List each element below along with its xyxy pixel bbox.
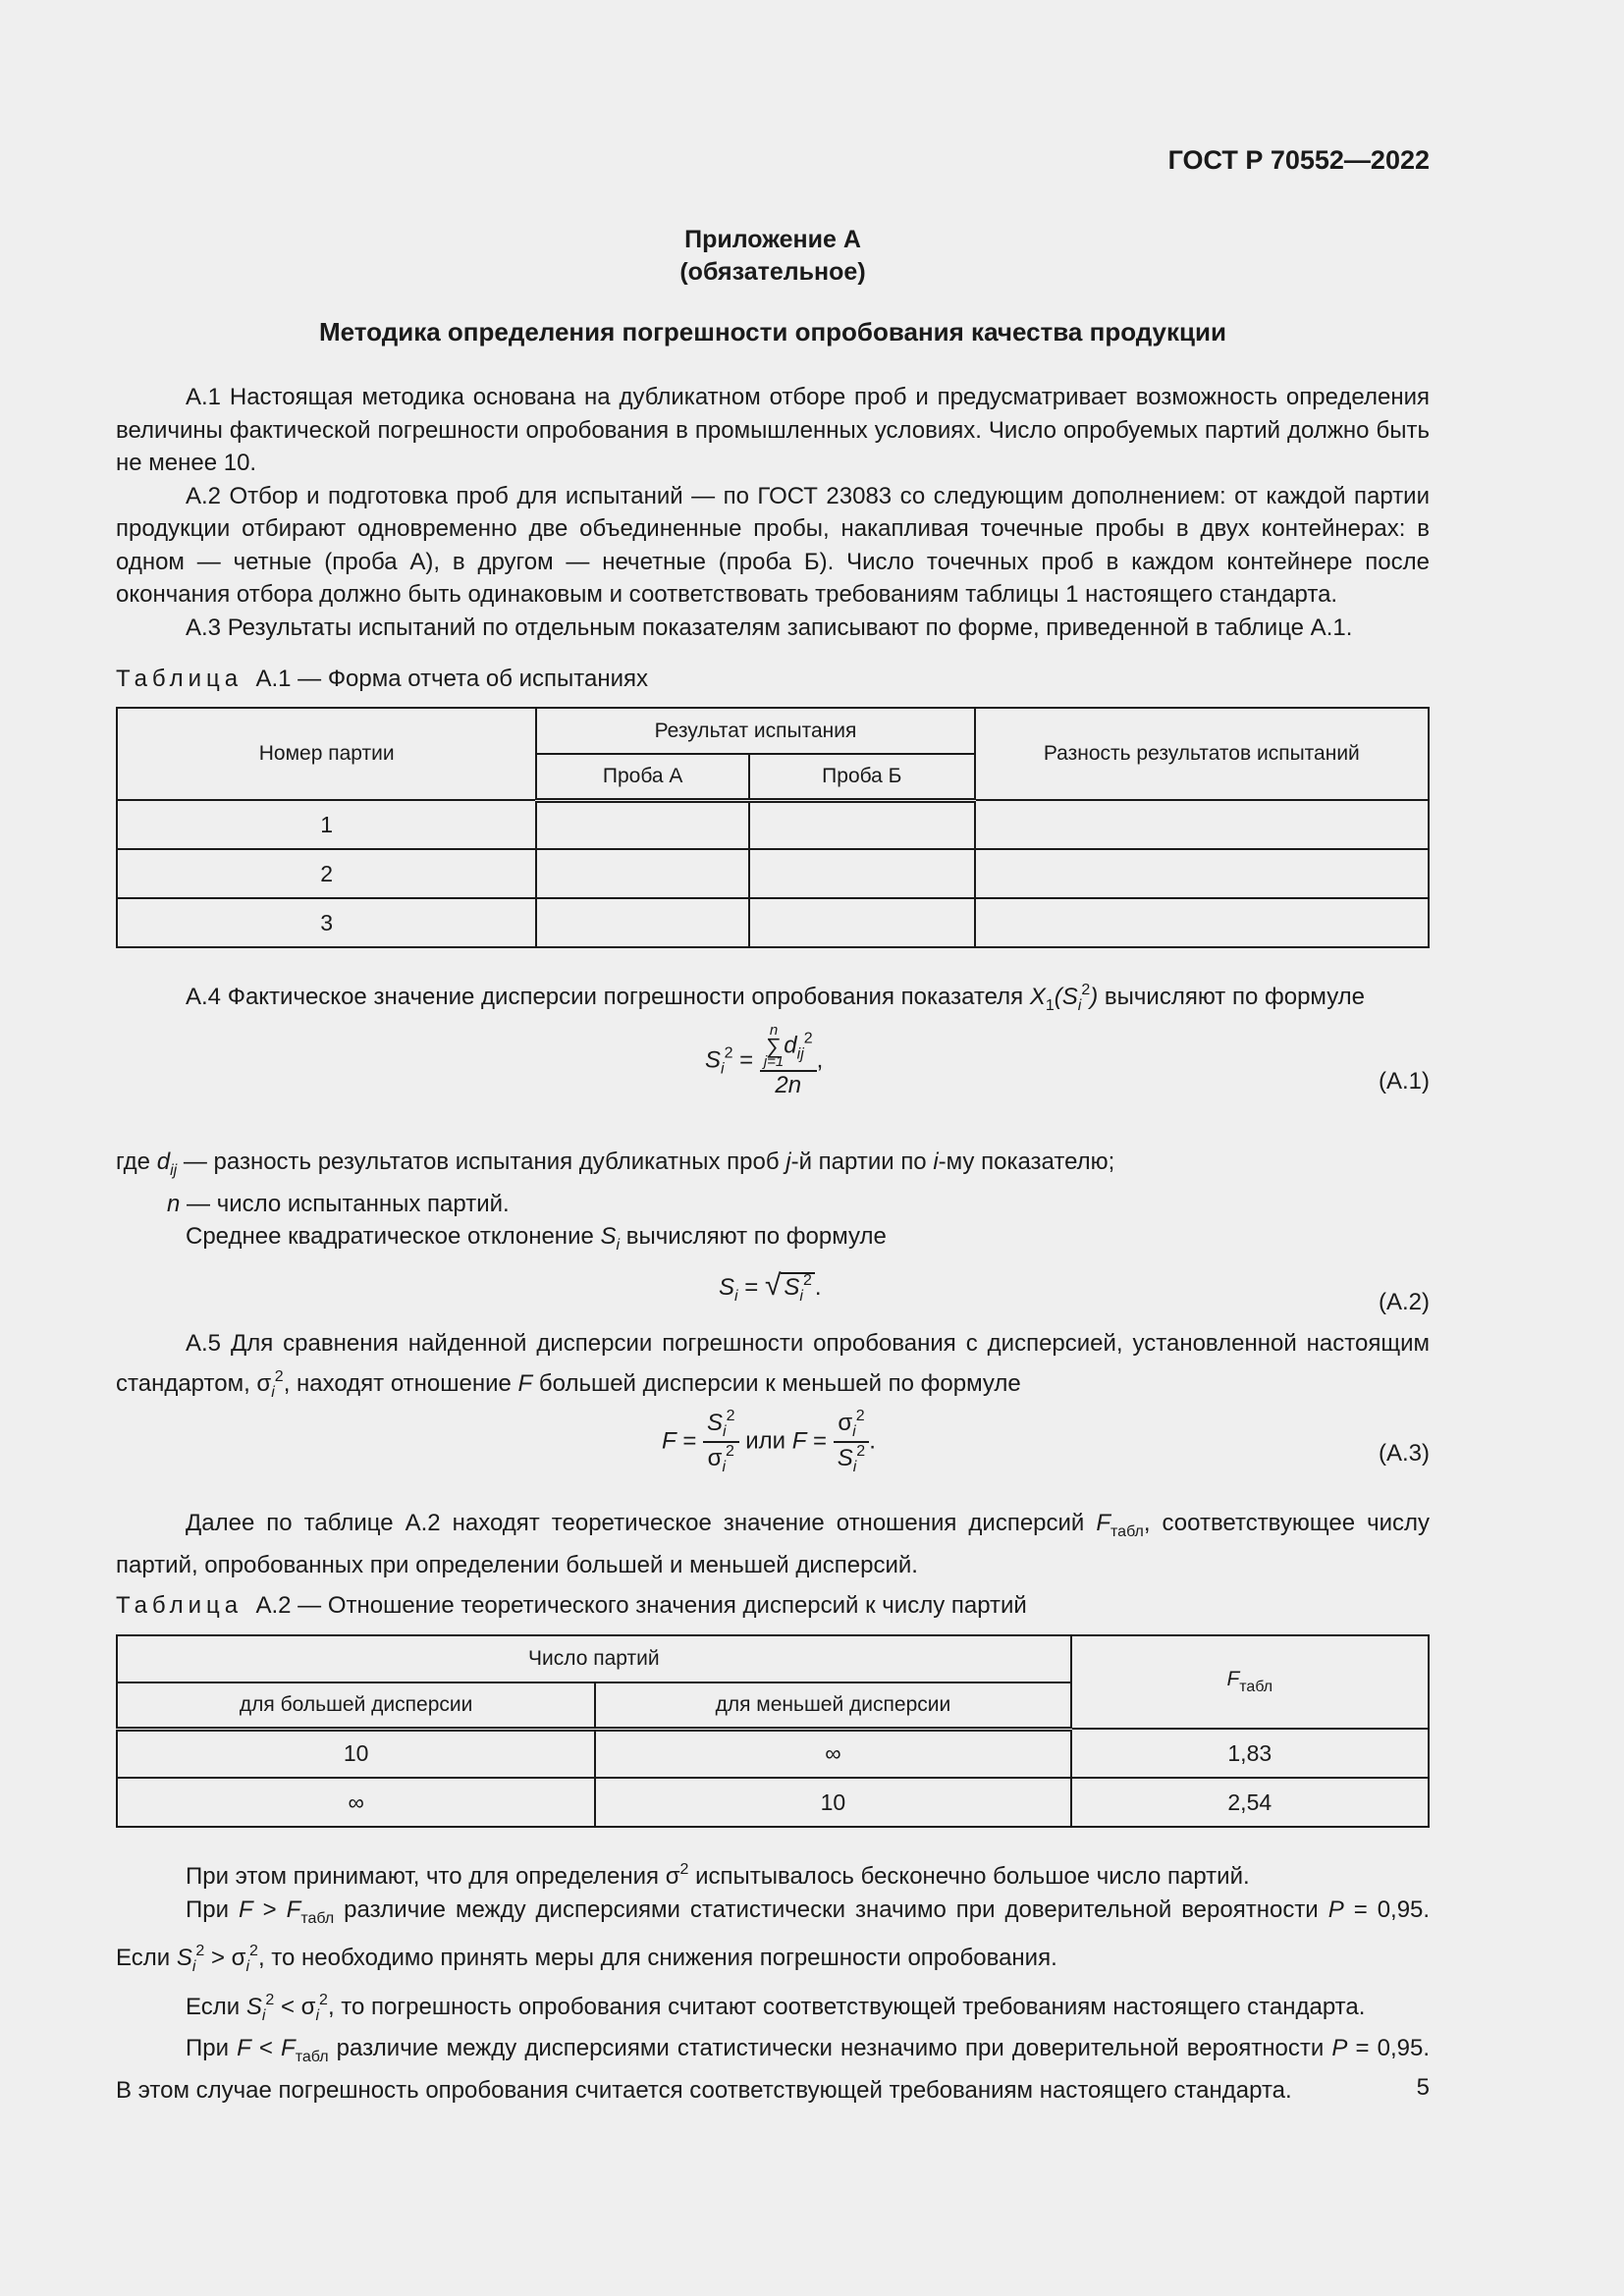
table2-header-f: $F_{табл}$	[1071, 1635, 1429, 1729]
table1-caption-prefix: Таблица	[116, 666, 244, 692]
table2	[116, 1634, 1430, 1828]
a4-sub-i: i	[1077, 997, 1082, 1014]
table-row: 10 ∞ 1,83	[117, 1729, 1429, 1778]
f1-eq: =	[739, 1046, 754, 1074]
table1-header-result: Результат испытания	[536, 708, 974, 754]
f1-sum-bottom: j=1	[763, 1053, 785, 1070]
annex-title: Приложение А	[684, 226, 861, 253]
f1-term-sup: 2	[803, 1030, 813, 1047]
table1-header-sample-b: Проба Б	[749, 754, 975, 800]
table1-header-sample-a: Проба А	[536, 754, 749, 800]
f1-den: 2n	[775, 1072, 802, 1098]
closing-paragraphs	[116, 1853, 1430, 2107]
a4-symbol-x: X	[1029, 984, 1046, 1010]
f3-fraction-1: $\frac{S_i^2}{\sigma_i^2}$	[703, 1408, 738, 1476]
a4-open-paren: (	[1054, 984, 1062, 1010]
f2-radicand: $S_i^2$	[781, 1272, 814, 1301]
f1-sum-sign: ∑	[766, 1034, 782, 1058]
table1-row-batch: 1	[117, 800, 536, 849]
f1-term-sub: ij	[796, 1045, 804, 1063]
where-block	[116, 1146, 1430, 1262]
annex-status: (обязательное)	[679, 258, 866, 286]
document-code: ГОСТ Р 70552—2022	[1167, 145, 1430, 175]
table1-caption	[116, 666, 648, 693]
a4-sup-2: 2	[1081, 982, 1091, 998]
f1-fraction	[760, 1023, 817, 1099]
paragraph-further: Далее по таблице А.2 находят теоретическое значение отношения дисперсий $F_{табл}$, соответствующее числу партий, опробованных при определении большей и меньшей дисперсий.	[116, 1510, 1430, 1578]
table2-caption-text: А.2 — Отношение теоретического значения дисперсий к числу партий	[255, 1592, 1027, 1619]
f1-sum-top: n	[769, 1022, 779, 1039]
formula-a3: F = $\frac{S_i^2}{\sigma_i^2}$ или F = $\frac{\sigma_i^2}{S_i^2}$ .	[662, 1408, 876, 1475]
table1-header-batch: Номер партии	[117, 708, 536, 800]
table2-caption	[116, 1592, 1027, 1620]
formula-a2-number: (А.2)	[1378, 1289, 1430, 1315]
intro-paragraphs	[116, 381, 1430, 644]
closing-p4: При $F < F_{табл}$ различие между дисперсиями статистически незначимо при доверительной вероятности P = 0,95. В этом случае погрешность опробования считается соответствующей требованиям настоящего стандарта.	[116, 2035, 1431, 2104]
table2-caption-prefix: Таблица	[116, 1592, 244, 1619]
closing-p3: Если $S_i^2 < \sigma_i^2$, то погрешность опробования считают соответствующей требованиям настоящего стандарта.	[186, 1991, 1366, 2024]
paragraph-a2: А.2 Отбор и подготовка проб для испытаний — по ГОСТ 23083 со следующим дополнением: от каждой партии продукции отбирают одновременно две объединенные пробы, накапливая точечные пробы в двух контейнерах: в одном — четные (проба А), в другом — нечетные (проба Б). Число точечных проб в каждом контейнере после окончания отбора должно быть одинаковым и соответствовать требованиям таблицы 1 настоящего стандарта.	[116, 482, 1430, 608]
method-title: Методика определения погрешности опробования качества продукции	[319, 317, 1226, 347]
table2-header-larger: для большей дисперсии	[117, 1682, 595, 1729]
paragraph-a3: А.3 Результаты испытаний по отдельным показателям записывают по форме, приведенной в таблице А.1.	[186, 614, 1353, 641]
paragraph-a5: А.5 Для сравнения найденной дисперсии погрешности опробования с дисперсией, установленной настоящим стандартом, $\sigma_i^2$, находят отношение F большей дисперсии к меньшей по формуле	[116, 1330, 1430, 1401]
f1-sum	[764, 1023, 784, 1070]
table1-caption-text: А.1 — Форма отчета об испытаниях	[255, 666, 649, 692]
f1-lhs: S	[705, 1046, 722, 1074]
table1-row-batch: 2	[117, 849, 536, 898]
annex-heading	[116, 224, 1430, 289]
formula-a2: $S_i$ = √ $S_i^2$ .	[719, 1269, 822, 1305]
a4-symbol-s: S	[1061, 984, 1078, 1010]
f1-sub: i	[721, 1060, 725, 1078]
a4-tail: вычисляют по формуле	[1104, 984, 1366, 1010]
formula-a1-number: (А.1)	[1378, 1068, 1430, 1095]
rms-paragraph: Среднее квадратическое отклонение $S_i$ вычисляют по формуле	[186, 1223, 887, 1254]
f1-term: d	[784, 1032, 797, 1059]
f2-root: √	[764, 1269, 782, 1302]
table2-header-smaller: для меньшей дисперсии	[595, 1682, 1070, 1729]
table1-row-batch: 3	[117, 898, 536, 947]
closing-p2: При $F > F_{табл}$ различие между дисперсиями статистически значимо при доверительной вероятности P = 0,95. Если $S_i^2 > \sigma_i^2$, то необходимо принять меры для снижения погрешности опробования.	[116, 1896, 1431, 1975]
a4-lead: А.4 Фактическое значение дисперсии погрешности опробования показателя	[186, 984, 1024, 1010]
formula-a1	[705, 1023, 823, 1099]
where-n: n — число испытанных партий.	[167, 1190, 510, 1217]
f3-fraction-2: $\frac{\sigma_i^2}{S_i^2}$	[834, 1408, 869, 1476]
formula-a3-number: (А.3)	[1378, 1440, 1430, 1467]
table-row: ∞ 10 2,54	[117, 1778, 1429, 1827]
table2-header-count: Число партий	[117, 1635, 1071, 1682]
closing-p1: При этом принимают, что для определения $\sigma^2$ испытывалось бесконечно большое число партий.	[186, 1861, 1250, 1890]
where-d: где $d_{ij}$ — разность результатов испытания дубликатных проб j-й партии по i-му показателю;	[116, 1148, 1115, 1179]
table1-header-diff: Разность результатов испытаний	[975, 708, 1429, 800]
paragraph-a1: А.1 Настоящая методика основана на дубликатном отборе проб и предусматривает возможность определения величины фактической погрешности опробования в промышленных условиях. Число опробуемых партий должно быть не менее 10.	[116, 384, 1430, 476]
table1	[116, 707, 1430, 948]
page-number: 5	[1416, 2074, 1430, 2101]
paragraph-a4	[116, 974, 1430, 1023]
a4-sub-1: 1	[1045, 997, 1055, 1014]
f1-comma: ,	[816, 1046, 824, 1074]
a4-close-paren: )	[1090, 984, 1099, 1010]
f1-sup: 2	[724, 1044, 733, 1062]
